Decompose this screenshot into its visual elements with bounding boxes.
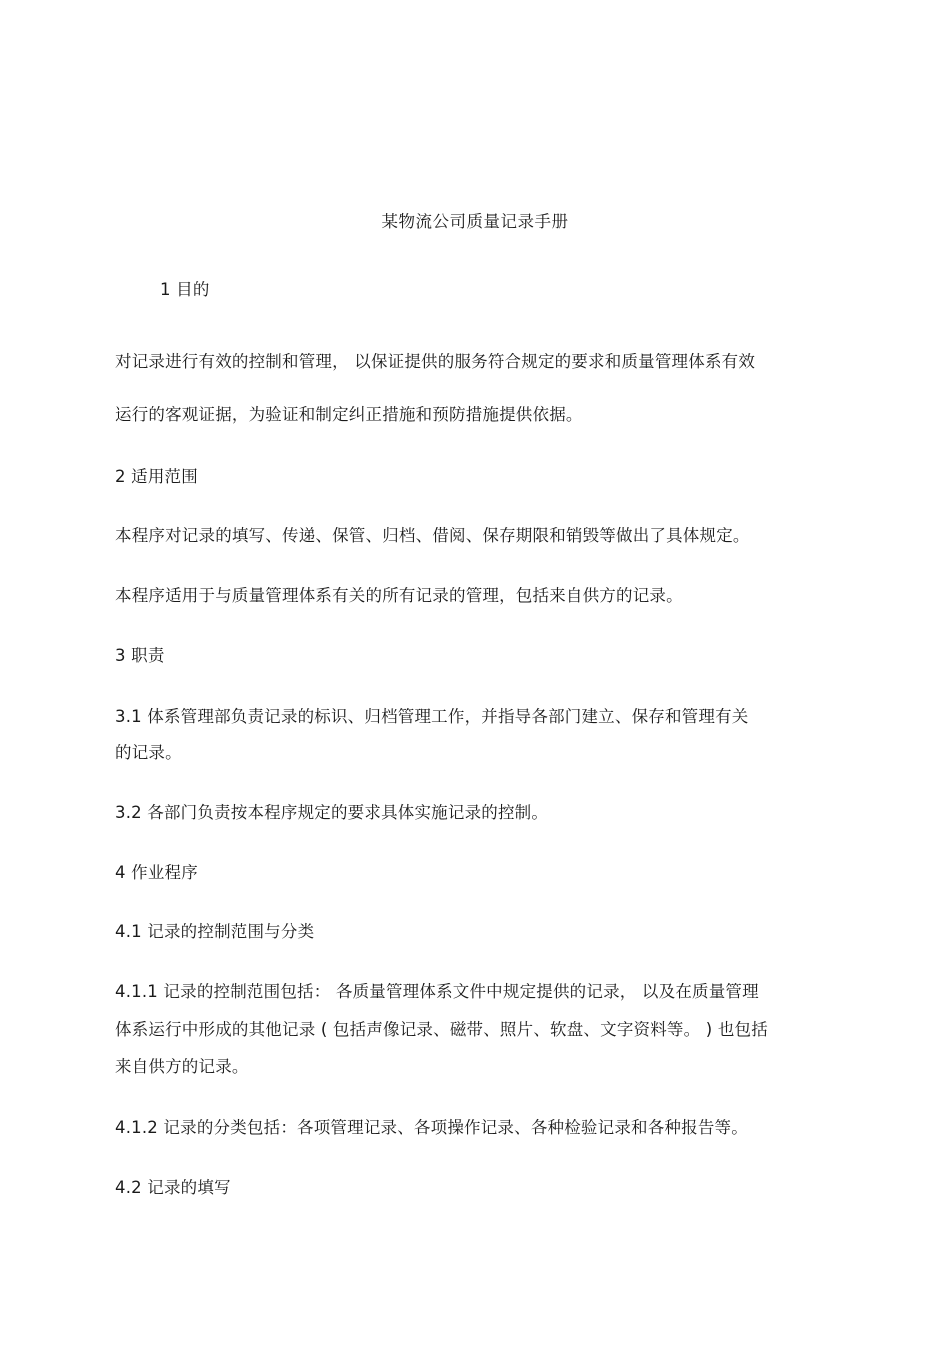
paragraph-line: 本程序对记录的填写、传递、保管、归档、借阅、保存期限和销毁等做出了具体规定。: [115, 526, 750, 545]
paragraph-line: 对记录进行有效的控制和管理， 以保证提供的服务符合规定的要求和质量管理体系有效: [115, 352, 756, 371]
paragraph-line: 3.2 各部门负责按本程序规定的要求具体实施记录的控制。: [115, 803, 549, 822]
subsection-heading: 4.1 记录的控制范围与分类: [115, 922, 315, 941]
section-1-heading: 1 目的: [160, 280, 210, 299]
section-3-heading: 3 职责: [115, 646, 165, 665]
subsection-heading: 4.2 记录的填写: [115, 1178, 231, 1197]
paragraph-line: 4.1.2 记录的分类包括：各项管理记录、各项操作记录、各种检验记录和各种报告等。: [115, 1118, 748, 1137]
paragraph-line: 的记录。: [115, 743, 182, 762]
paragraph-line: 来自供方的记录。: [115, 1057, 249, 1076]
paragraph-line: 运行的客观证据，为验证和制定纠正措施和预防措施提供依据。: [115, 405, 583, 424]
section-2-heading: 2 适用范围: [115, 467, 198, 486]
paragraph-line: 3.1 体系管理部负责记录的标识、归档管理工作，并指导各部门建立、保存和管理有关: [115, 707, 749, 726]
paragraph-line: 本程序适用于与质量管理体系有关的所有记录的管理，包括来自供方的记录。: [115, 586, 683, 605]
paragraph-line: 4.1.1 记录的控制范围包括： 各质量管理体系文件中规定提供的记录， 以及在质量管理: [115, 982, 759, 1001]
section-4-heading: 4 作业程序: [115, 863, 198, 882]
document-title: 某物流公司质量记录手册: [381, 212, 569, 231]
paragraph-line: 体系运行中形成的其他记录 ( 包括声像记录、磁带、照片、软盘、文字资料等。 ) 也包括: [115, 1020, 768, 1039]
